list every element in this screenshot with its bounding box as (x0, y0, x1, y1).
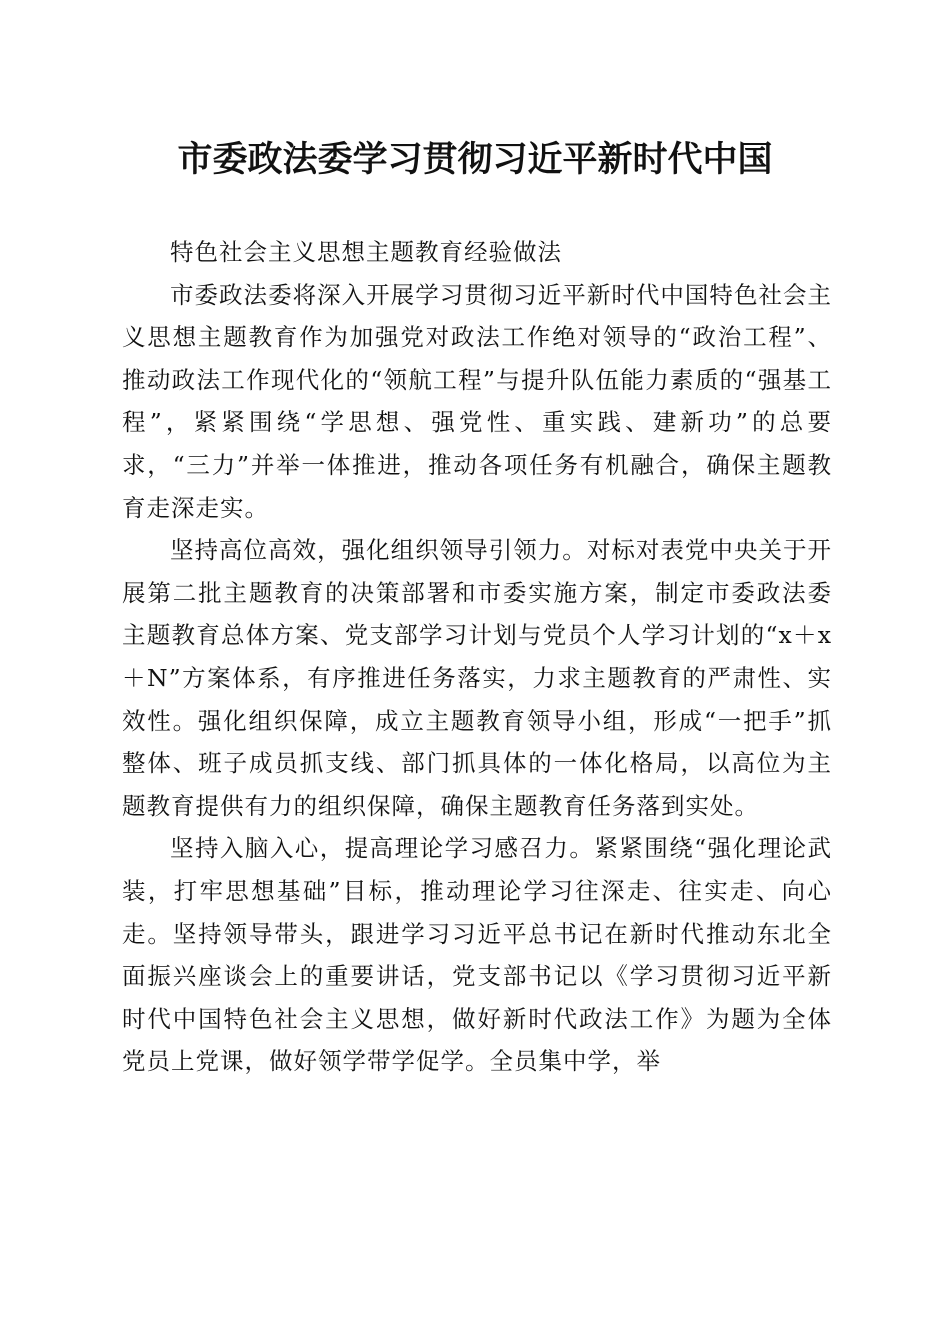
subtitle-paragraph: 特色社会主义思想主题教育经验做法 (170, 238, 562, 266)
document-title: 市委政法委学习贯彻习近平新时代中国 (177, 139, 773, 180)
document-body (122, 231, 832, 1083)
organization-paragraph: 坚持高位高效，强化组织领导引领力。对标对表党中央关于开展第二批主题教育的决策部署和市委实施方案，制定市委政法委主题教育总体方案、党支部学习计划与党员个人学习计划的“x＋x＋N”方案体系，有序推进任务落实，力求主题教育的严肃性、实效性。强化组织保障，成立主题教育领导小组，形成“一把手”抓整体、班子成员抓支线、部门抓具体的一体化格局，以高位为主题教育提供有力的组织保障，确保主题教育任务落到实处。 (122, 536, 832, 820)
theory-study-paragraph: 坚持入脑入心，提高理论学习感召力。紧紧围绕“强化理论武装，打牢思想基础”目标，推动理论学习往深走、往实走、向心走。坚持领导带头，跟进学习习近平总书记在新时代推动东北全面振兴座谈会上的重要讲话，党支部书记以《学习贯彻习近平新时代中国特色社会主义思想，做好新时代政法工作》为题为全体党员上党课，做好领学带学促学。全员集中学，举 (122, 834, 832, 1076)
intro-paragraph: 市委政法委将深入开展学习贯彻习近平新时代中国特色社会主义思想主题教育作为加强党对政法工作绝对领导的“政治工程”、推动政法工作现代化的“领航工程”与提升队伍能力素质的“强基工程”，紧紧围绕“学思想、强党性、重实践、建新功”的总要求，“三力”并举一体推进，推动各项任务有机融合，确保主题教育走深走实。 (122, 280, 832, 522)
